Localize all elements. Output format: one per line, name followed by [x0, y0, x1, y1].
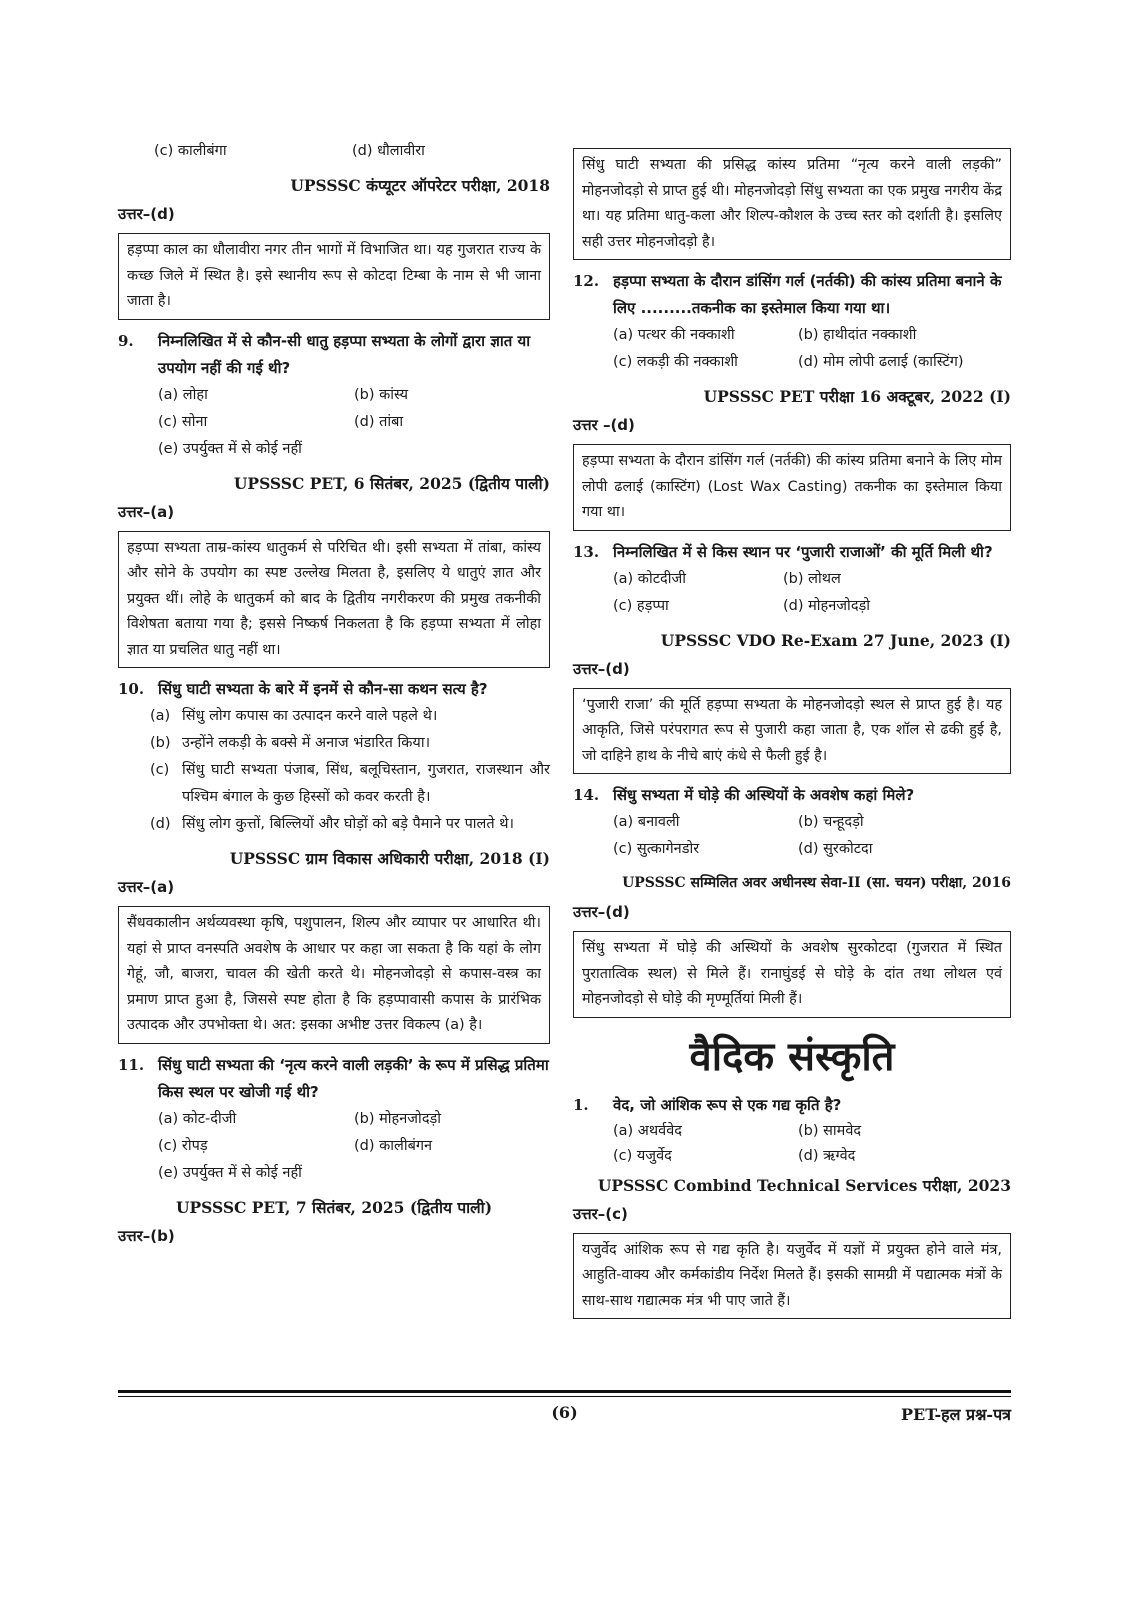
exam-source: UPSSSC PET, 7 सितंबर, 2025 (द्वितीय पाली) — [175, 1197, 493, 1217]
option-a: (a) कोट-दीजी — [158, 1110, 237, 1127]
option-b — [118, 730, 550, 757]
option-c: (c) सुत्कागेनडोर — [613, 841, 700, 857]
question-text: हड़प्पा सभ्यता के दौरान डांसिंग गर्ल (नर्तकी) की कांस्य प्रतिमा बनाने के लिए .........तकनीक का इस्तेमाल किया गया था। — [613, 272, 1002, 317]
explanation-box: हड़प्पा काल का धौलावीरा नगर तीन भागों में विभाजित था। यह गुजरात राज्य के कच्छ जिले में स्थित है। इसे स्थानीय रूप से कोटदा टिम्बा के नाम से भी जाना जाता है। — [118, 233, 550, 320]
option-a — [118, 703, 550, 730]
explanation-box: सिंधु घाटी सभ्यता की प्रसिद्ध कांस्य प्रतिमा “नृत्य करने वाली लड़की” मोहनजोदड़ो से प्राप्त हुई थी। मोहनजोदड़ो सिंधु सभ्यता का एक प्रमुख नगरीय केंद्र था। यह प्रतिमा धातु-कला और शिल्प-कौशल के उच्च स्तर को दर्शाती है। इसलिए सही उत्तर मोहनजोदड़ो है। — [573, 148, 1011, 260]
option-b: (b) चन्हूदड़ो — [798, 814, 864, 830]
exam-source: UPSSSC PET, 6 सितंबर, 2025 (द्वितीय पाली) — [233, 473, 550, 493]
answer: उत्तर–(a) — [118, 502, 175, 521]
option-text: सिंधु लोग कपास का उत्पादन करने वाले पहले थे। — [182, 708, 438, 724]
option-c — [118, 757, 550, 811]
option-b: (b) लोथल — [783, 570, 841, 587]
option-a: (a) बनावली — [613, 814, 680, 830]
options — [573, 566, 1011, 620]
explanation-box: सैंधवकालीन अर्थव्यवस्था कृषि, पशुपालन, शिल्प और व्यापार पर आधारित थी। यहां से प्राप्त वनस्पति अवशेष के आधार पर कहा जा सकता है कि यहां के लोग गेहूं, जौ, बाजरा, चावल की खेती करते थे। मोहनजोदड़ो से कपास-वस्त्र का प्रमाण प्राप्त हुआ है, जिससे स्पष्ट होता है कि हड़प्पावासी कपास के प्रारंभिक उत्पादक और उपभोक्ता थे। अत: इसका अभीष्ट उत्तर विकल्प (a) है। — [118, 906, 550, 1044]
question-number: 1. — [573, 1095, 589, 1114]
option-text: उन्होंने लकड़ी के बक्से में अनाज भंडारित किया। — [182, 735, 431, 751]
option-label: (b) — [150, 735, 171, 751]
option-c: (c) सोना — [158, 413, 208, 430]
option-d: (d) सुरकोटदा — [798, 841, 873, 857]
options — [573, 1119, 1011, 1169]
answer: उत्तर–(c) — [573, 1204, 628, 1223]
question-12 — [573, 268, 1011, 322]
question-number: 13. — [573, 542, 600, 561]
explanation-box: ‘पुजारी राजा’ की मूर्ति हड़प्पा सभ्यता के मोहनजोदड़ो स्थल से प्राप्त हुई है। यह आकृति, जिसे परंपरागत रूप से पुजारी कहा जाता है, एक शॉल से ढकी हुई है, जो दाहिने हाथ के नीचे बाएं कंधे से फैली हुई है। — [573, 688, 1011, 775]
option-d: (d) कालीबंगन — [354, 1137, 433, 1154]
option-d: (d) ऋग्वेद — [798, 1147, 856, 1164]
option-text: सिंधु घाटी सभ्यता पंजाब, सिंध, बलूचिस्तान, गुजरात, राजस्थान और पश्चिम बंगाल के कुछ हिस्सों को कवर करती है। — [182, 762, 550, 805]
question-13 — [573, 539, 1011, 566]
question-11 — [118, 1052, 550, 1106]
options — [573, 322, 1011, 376]
footer-rule — [118, 1390, 1011, 1393]
option-b: (b) कांस्य — [354, 386, 409, 403]
option-a: (a) कोटदीजी — [613, 570, 686, 587]
option-e: (e) उपर्युक्त में से कोई नहीं — [158, 440, 302, 457]
question-9 — [118, 328, 550, 382]
explanation-box: यजुर्वेद आंशिक रूप से गद्य कृति है। यजुर्वेद में यज्ञों में प्रयुक्त होने वाले मंत्र, आहुति-वाक्य और कर्मकांडीय निर्देश मिलते हैं। इसकी सामग्री में पद्यात्मक मंत्रों के साथ-साथ गद्यात्मक मंत्र भी पाए जाते हैं। — [573, 1233, 1011, 1320]
explanation-box: हड़प्पा सभ्यता के दौरान डांसिंग गर्ल (नर्तकी) की कांस्य प्रतिमा बनाने के लिए मोम लोपी ढलाई (कास्टिंग) (Lost Wax Casting) तकनीक का इस्तेमाल किया गया था। — [573, 444, 1011, 531]
exam-source: UPSSSC कंप्यूटर ऑपरेटर परीक्षा, 2018 — [290, 176, 550, 195]
book-title: PET-हल प्रश्न-पत्र — [900, 1405, 1011, 1424]
options — [118, 382, 550, 436]
exam-source: UPSSSC Combind Technical Services परीक्षा, 2023 — [597, 1175, 1011, 1195]
answer: उत्तर–(d) — [573, 659, 630, 678]
option-d: (d) धौलावीरा — [352, 143, 425, 159]
option-c: (c) रोपड़ — [158, 1137, 208, 1154]
question-text: वेद, जो आंशिक रूप से एक गद्य कृति है? — [613, 1095, 842, 1114]
question-number: 14. — [573, 786, 600, 804]
question-text: सिंधु घाटी सभ्यता की ‘नृत्य करने वाली लड़की’ के रूप में प्रसिद्ध प्रतिमा किस स्थल पर खोजी गई थी? — [158, 1055, 549, 1101]
question-text: निम्नलिखित में से किस स्थान पर ‘पुजारी राजाओं’ की मूर्ति मिली थी? — [613, 542, 993, 561]
question-v1 — [573, 1092, 1011, 1119]
question-text: सिंधु सभ्यता में घोड़े की अस्थियों के अवशेष कहां मिले? — [613, 786, 915, 804]
option-b: (b) मोहनजोदड़ो — [354, 1110, 442, 1127]
q8-options-tail — [118, 138, 550, 165]
option-b: (b) सामवेद — [798, 1122, 862, 1139]
answer: उत्तर–(b) — [118, 1226, 175, 1245]
answer: उत्तर –(d) — [573, 416, 635, 434]
question-10 — [118, 676, 550, 703]
option-c: (c) यजुर्वेद — [613, 1147, 672, 1164]
left-column — [118, 138, 550, 1255]
explanation-box: सिंधु सभ्यता में घोड़े की अस्थियों के अवशेष सुरकोटदा (गुजरात में स्थित पुरातात्विक स्थल) से मिले हैं। रानाघुंडई से घोड़े के दांत तथा लोथल एवं मोहनजोदड़ो से घोड़े की मृण्मूर्तियां मिली हैं। — [573, 931, 1011, 1018]
page-footer — [118, 1390, 1011, 1427]
right-column — [573, 138, 1011, 1325]
question-number: 10. — [118, 680, 145, 698]
option-text: सिंधु लोग कुत्तों, बिल्लियों और घोड़ों को बड़े पैमाने पर पालते थे। — [182, 816, 515, 832]
option-c: (c) हड़प्पा — [613, 597, 669, 614]
question-text: निम्नलिखित में से कौन-सी धातु हड़प्पा सभ्यता के लोगों द्वारा ज्ञात या उपयोग नहीं की गई थी? — [158, 331, 531, 377]
option-label: (a) — [150, 708, 171, 724]
exam-source: UPSSSC सम्मिलित अवर अधीनस्थ सेवा-II (सा. चयन) परीक्षा, 2016 — [622, 875, 1011, 891]
options — [573, 809, 1011, 863]
option-a: (a) लोहा — [158, 386, 208, 403]
option-label: (d) — [150, 816, 171, 832]
answer: उत्तर–(d) — [573, 903, 630, 921]
answer: उत्तर–(a) — [118, 878, 175, 896]
question-number: 11. — [118, 1055, 145, 1074]
option-e: (e) उपर्युक्त में से कोई नहीं — [158, 1164, 302, 1181]
option-c: (c) लकड़ी की नक्काशी — [613, 354, 738, 370]
exam-source: UPSSSC ग्राम विकास अधिकारी परीक्षा, 2018 (I) — [229, 849, 550, 868]
option-d: (d) तांबा — [354, 413, 404, 430]
option-label: (c) — [150, 762, 170, 778]
exam-source: UPSSSC PET परीक्षा 16 अक्टूबर, 2022 (I) — [703, 387, 1011, 406]
page-number: (6) — [551, 1403, 578, 1422]
section-heading: वैदिक संस्कृति — [689, 1033, 895, 1080]
option-b: (b) हाथीदांत नक्काशी — [798, 327, 917, 343]
exam-source: UPSSSC VDO Re-Exam 27 June, 2023 (I) — [660, 630, 1011, 650]
footer-row — [118, 1397, 1011, 1427]
option-c: (c) कालीबंगा — [154, 143, 227, 159]
option-a: (a) पत्थर की नक्काशी — [613, 327, 735, 343]
option-a: (a) अथर्ववेद — [613, 1122, 682, 1139]
question-number: 12. — [573, 272, 600, 290]
question-number: 9. — [118, 331, 134, 350]
answer: उत्तर–(d) — [118, 205, 175, 223]
option-d: (d) मोम लोपी ढलाई (कास्टिंग) — [798, 354, 964, 370]
option-d: (d) मोहनजोदड़ो — [783, 597, 871, 614]
options — [118, 1106, 550, 1160]
question-14 — [573, 782, 1011, 809]
option-d — [118, 811, 550, 838]
question-text: सिंधु घाटी सभ्यता के बारे में इनमें से कौन-सा कथन सत्य है? — [158, 680, 488, 698]
explanation-box: हड़प्पा सभ्यता ताम्र-कांस्य धातुकर्म से परिचित थी। इसी सभ्यता में तांबा, कांस्य और सोने के उपयोग का स्पष्ट उल्लेख मिलता है, इसलिए ये धातुएं ज्ञात और प्रयुक्त थीं। लोहे के धातुकर्म को बाद के द्वितीय नगरीकरण की प्रमुख तकनीकी विशेषता बताया गया है; इससे निष्कर्ष निकलता है कि हड़प्पा सभ्यता में लोहा ज्ञात या प्रचलित धातु नहीं था। — [118, 531, 550, 669]
